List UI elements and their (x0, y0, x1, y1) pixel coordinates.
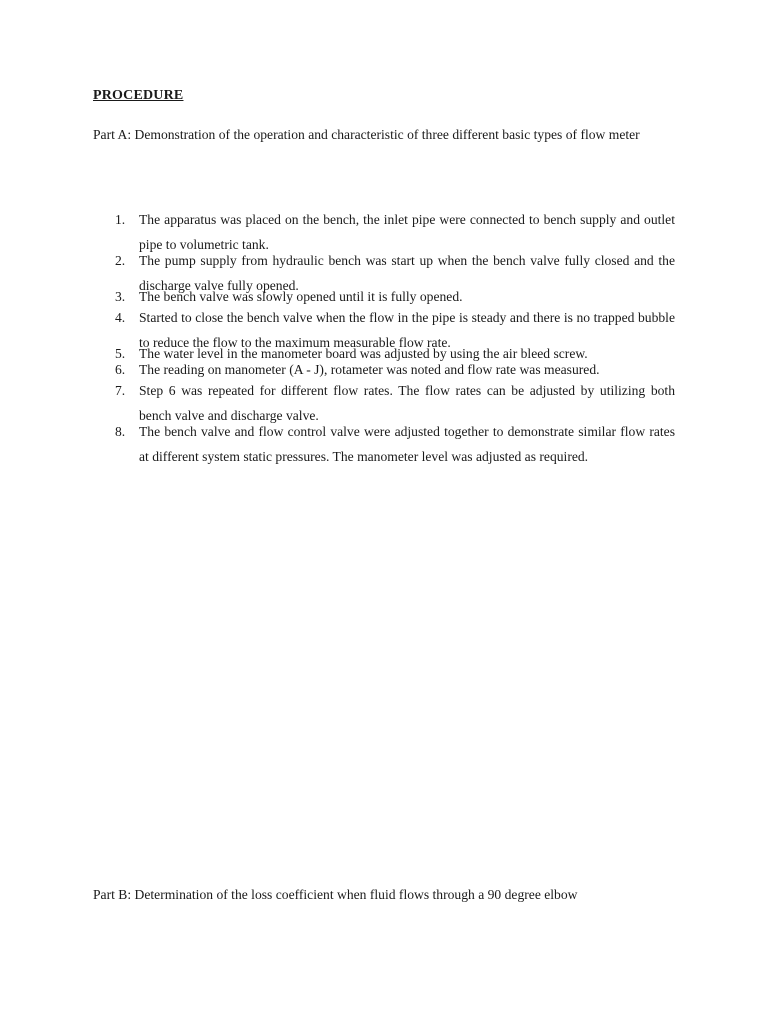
procedure-step (93, 289, 675, 305)
step-text: The bench valve and flow control valve were adjusted together to demonstrate similar flow rates at different system static pressures. The manometer level was adjusted as required. (139, 424, 675, 464)
step-number: 8. (115, 424, 126, 439)
step-text: The water level in the manometer board was adjusted by using the air bleed screw. (139, 346, 588, 361)
step-text: The reading on manometer (A - J), rotameter was noted and flow rate was measured. (139, 362, 600, 377)
procedure-step (93, 346, 675, 362)
procedure-steps (93, 207, 675, 469)
part-b-title: Part B: Determination of the loss coefficient when fluid flows through a 90 degree elbow (93, 887, 578, 902)
procedure-heading: PROCEDURE (93, 88, 184, 103)
step-text: Started to close the bench valve when the flow in the pipe is steady and there is no trapped bubble to reduce the flow to the maximum measurable flow rate. (139, 310, 675, 350)
step-text: The pump supply from hydraulic bench was start up when the bench valve fully closed and the discharge valve fully opened. (139, 253, 675, 293)
step-number: 7. (115, 383, 126, 398)
step-text: The apparatus was placed on the bench, the inlet pipe were connected to bench supply and outlet pipe to volumetric tank. (139, 212, 675, 252)
procedure-step (93, 362, 675, 378)
step-number: 2. (115, 253, 126, 268)
step-number: 6. (115, 362, 126, 377)
procedure-step (93, 419, 675, 469)
step-text: Step 6 was repeated for different flow rates. The flow rates can be adjusted by utilizing both bench valve and discharge valve. (139, 383, 675, 423)
step-number: 5. (115, 346, 126, 361)
step-text: The bench valve was slowly opened until it is fully opened. (139, 289, 463, 304)
step-number: 1. (115, 212, 126, 227)
step-number: 3. (115, 289, 126, 304)
part-a-title: Part A: Demonstration of the operation and characteristic of three different basic types of flow meter (93, 127, 640, 142)
step-number: 4. (115, 310, 126, 325)
